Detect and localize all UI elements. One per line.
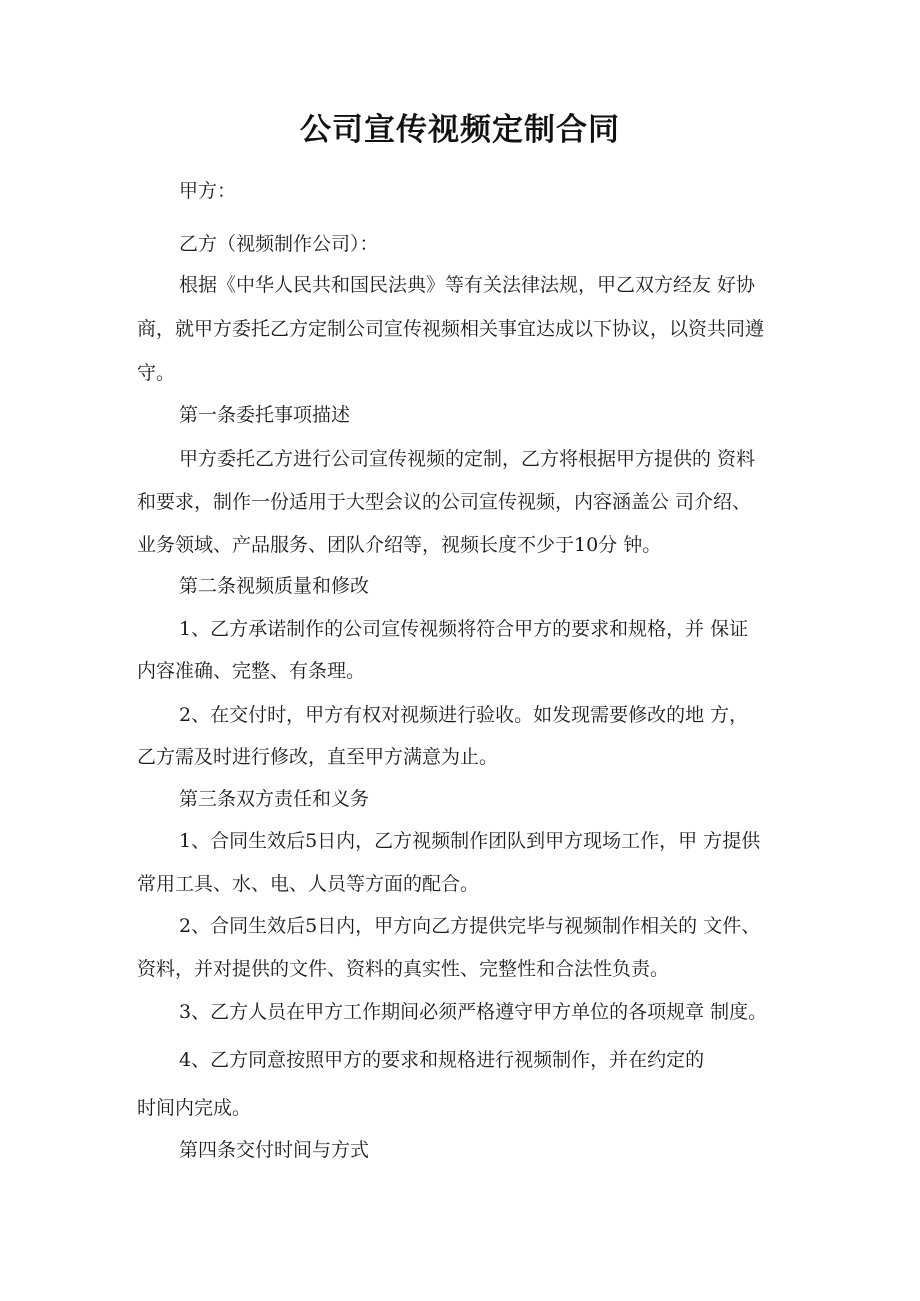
intro-line-3: 守。 [137,362,176,384]
article-1-line-2: 和要求，制作一份适用于大型会议的公司宣传视频，内容涵盖公 司介绍、 [137,491,752,513]
article-4-heading: 第四条交付时间与方式 [179,1139,370,1161]
article-2-item-2-line-2: 乙方需及时进行修改，直至甲方满意为止。 [137,746,499,768]
article-3-item-3: 3、乙方人员在甲方工作期间必须严格遵守甲方单位的各项规章 制度。 [179,1001,768,1023]
article-3-item-4-line-1: 4、乙方同意按照甲方的要求和规格进行视频制作，并在约定的 [179,1049,705,1071]
party-b-label: 乙方（视频制作公司）： [179,233,379,255]
intro-line-1: 根据《中华人民共和国民法典》等有关法律法规，甲乙双方经友 好协 [179,274,756,296]
article-1-line-1: 甲方委托乙方进行公司宣传视频的定制，乙方将根据甲方提供的 资料 [179,448,756,470]
article-3-item-2-line-1: 2、合同生效后5日内，甲方向乙方提供完毕与视频制作相关的 文件、 [179,915,761,937]
document-title: 公司宣传视频定制合同 [300,112,620,148]
article-1-heading: 第一条委托事项描述 [179,404,351,426]
article-3-item-4-line-2: 时间内完成。 [137,1097,252,1119]
article-2-item-2-line-1: 2、在交付时，甲方有权对视频进行验收。如发现需要修改的地 方， [179,704,749,726]
article-2-item-1-line-2: 内容准确、完整、有条理。 [137,660,366,682]
article-2-item-1-line-1: 1、乙方承诺制作的公司宣传视频将符合甲方的要求和规格，并 保证 [179,618,749,640]
party-a-label: 甲方： [179,180,237,202]
article-3-item-1-line-2: 常用工具、水、电、人员等方面的配合。 [137,873,480,895]
article-3-item-2-line-2: 资料，并对提供的文件、资料的真实性、完整性和合法性负责。 [137,958,670,980]
article-2-heading: 第二条视频质量和修改 [179,575,370,597]
article-1-line-3: 业务领域、产品服务、团队介绍等，视频长度不少于10分 钟。 [137,534,662,556]
article-3-heading: 第三条双方责任和义务 [179,788,370,810]
intro-line-2: 商，就甲方委托乙方定制公司宣传视频相关事宜达成以下协议，以资共同遵 [137,318,765,340]
article-3-item-1-line-1: 1、合同生效后5日内，乙方视频制作团队到甲方现场工作，甲 方提供 [179,830,761,852]
